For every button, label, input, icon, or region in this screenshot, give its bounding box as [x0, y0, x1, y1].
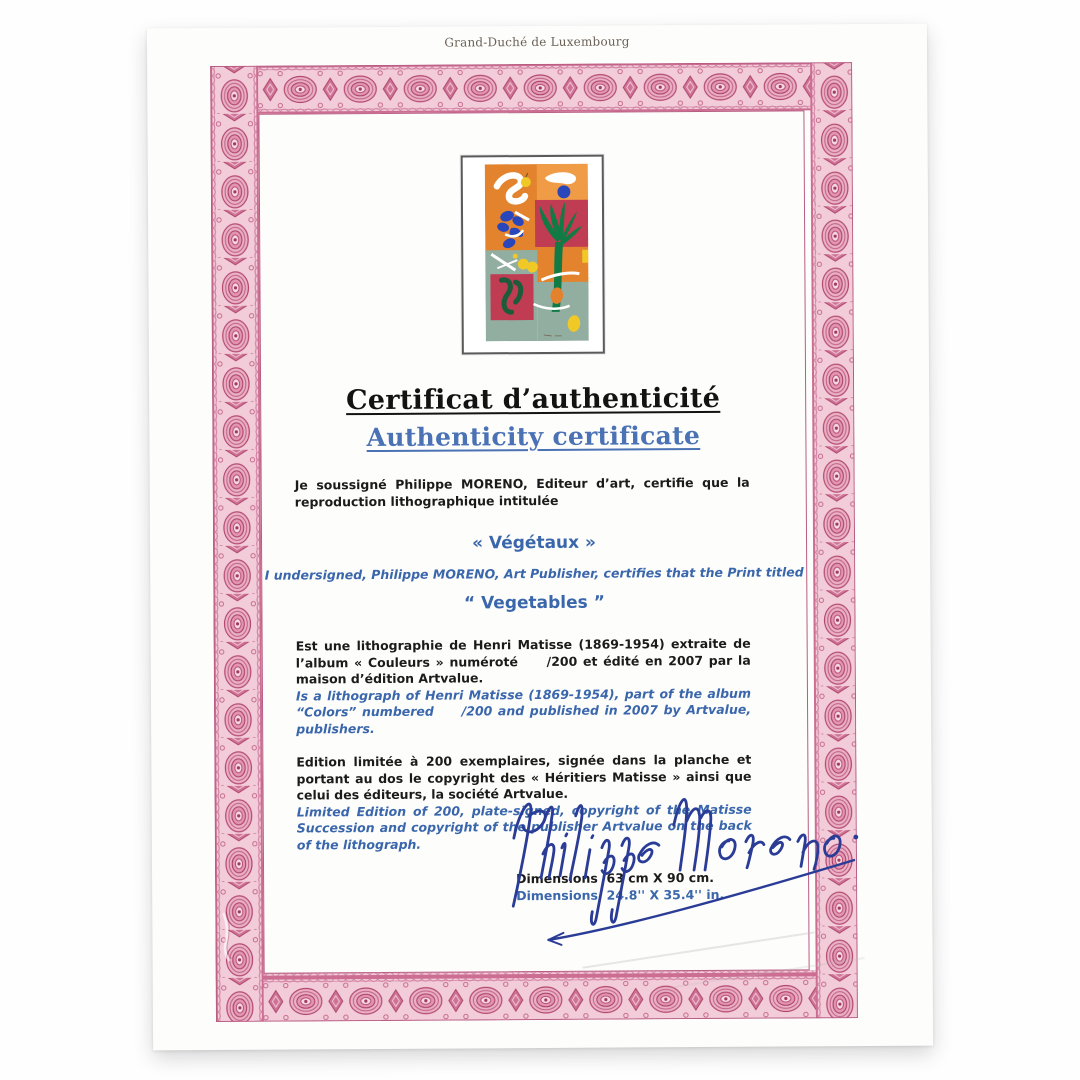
certificate-content [258, 109, 809, 992]
intro-paragraph-french: Je soussigné Philippe MORENO, Editeur d’art, certifie que la reproduction lithographique intitulée [294, 474, 750, 509]
country-note: Grand-Duché de Luxembourg [444, 34, 630, 50]
vegetaux-artwork-image [484, 164, 588, 342]
limited-edition-paragraph-french: Edition limitée à 200 exemplaires, signée dans la planche et portant au dos le copyright des « Héritiers Matisse » ainsi que celui des éditeurs, la société Artvalue. [296, 751, 752, 803]
edition-paragraph-english: Is a lithograph of Henri Matisse (1869-1954), part of the album “Colors” numbered /200 and published in 2007 by Artvalue, publishers. [295, 685, 752, 736]
edition-paragraph-french: Est une lithographie de Henri Matisse (1869-1954) extraite de l’album « Couleurs » numéroté /200 et édité en 2007 par la maison d’édition Artvalue. [295, 635, 751, 687]
certificate-paper [147, 24, 933, 1051]
artwork-title-english: “ Vegetables ” [463, 592, 605, 614]
artwork-title-french: « Végétaux » [472, 532, 597, 554]
intro-line-english: I undersigned, Philippe MORENO, Art Publisher, certifies that the Print titled [264, 564, 804, 583]
certificate-title-french: Certificat d’authenticité [345, 382, 721, 417]
dimensions-block [516, 869, 809, 904]
limited-edition-paragraph-english: Limited Edition of 200, plate-signed, copyright of the Matisse Succession and copyright of the publisher Artvalue on the back of the lithograph. [296, 801, 752, 852]
dimensions-cm: Dimensions 63 cm X 90 cm. [516, 869, 715, 887]
certificate-title-english: Authenticity certificate [366, 421, 701, 453]
dimensions-inches: Dimensions 24.8'' X 35.4'' in. [516, 886, 725, 903]
artwork-frame [460, 155, 604, 355]
